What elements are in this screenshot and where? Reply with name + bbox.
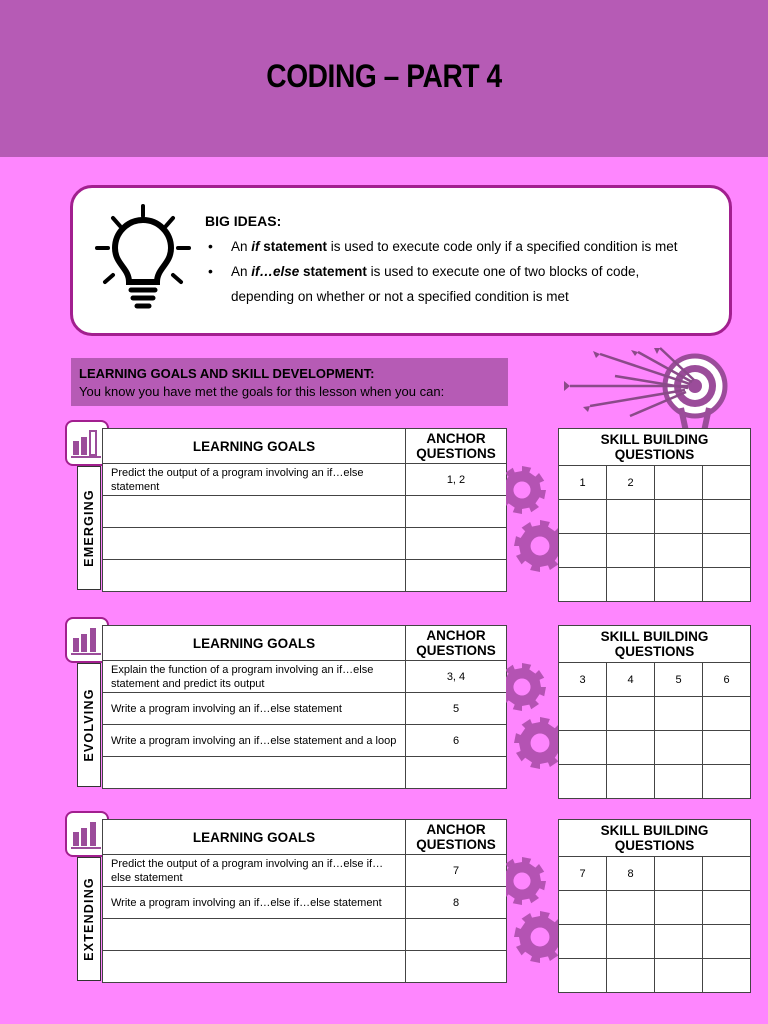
skill-cell [703,925,751,959]
level-section-extending [0,811,768,983]
goal-cell: Explain the function of a program involving an if…else statement and predict its output [103,661,406,693]
skill-cell [559,925,607,959]
big-idea-term: if…else [251,264,300,279]
skill-cell [607,500,655,534]
anchor-cell [406,528,507,560]
learning-goals-table [102,428,507,592]
level-label [77,857,101,981]
learning-goals-header: LEARNING GOALS [103,626,406,661]
table-row [559,765,751,799]
skill-cell [655,466,703,500]
learning-goals-table [102,819,507,983]
skill-cell: 1 [559,466,607,500]
table-row [103,464,507,496]
learning-goals-banner [71,358,508,406]
skill-cell [655,500,703,534]
anchor-cell [406,951,507,983]
skill-cell [607,925,655,959]
skill-cell [703,765,751,799]
anchor-cell: 5 [406,693,507,725]
skill-cell [655,857,703,891]
gears-icon [506,460,560,576]
skill-cell [607,568,655,602]
skill-cell: 4 [607,663,655,697]
skill-cell [607,697,655,731]
skill-cell [607,765,655,799]
skill-cell [703,959,751,993]
skill-building-header: SKILL BUILDING QUESTIONS [559,820,751,857]
table-row [559,891,751,925]
target-arrows-icon [560,346,730,430]
skill-cell [655,568,703,602]
skill-cell: 6 [703,663,751,697]
level-section-evolving [0,617,768,789]
learning-goals-header: LEARNING GOALS [103,429,406,464]
big-idea-term-rest: statement [259,239,328,254]
skill-cell [559,500,607,534]
goal-cell [103,496,406,528]
table-row [103,528,507,560]
table-row [559,534,751,568]
anchor-cell: 1, 2 [406,464,507,496]
page-title: CODING – PART 4 [266,58,502,94]
big-idea-item [205,234,678,259]
anchor-cell: 6 [406,725,507,757]
goal-cell [103,528,406,560]
big-ideas-title: BIG IDEAS: [205,213,282,229]
skill-cell: 3 [559,663,607,697]
anchor-cell [406,757,507,789]
banner-subtitle: You know you have met the goals for this lesson when you can: [79,384,445,399]
goal-cell: Write a program involving an if…else statement [103,693,406,725]
skill-cell [559,765,607,799]
big-idea-continuation: depending on whether or not a specified condition is met [231,289,569,304]
anchor-cell [406,496,507,528]
table-row [103,887,507,919]
skill-cell [607,731,655,765]
skill-cell [703,857,751,891]
big-idea-text: is used to execute one of two blocks of code, [366,264,640,279]
learning-goals-table [102,625,507,789]
goal-cell: Write a program involving an if…else statement and a loop [103,725,406,757]
level-section-emerging [0,420,768,592]
anchor-cell [406,560,507,592]
anchor-questions-header: ANCHOR QUESTIONS [406,429,507,464]
table-row [103,757,507,789]
skill-cell [559,959,607,993]
skill-building-header: SKILL BUILDING QUESTIONS [559,626,751,663]
skill-building-table [558,819,751,993]
learning-goals-header: LEARNING GOALS [103,820,406,855]
table-row [559,500,751,534]
skill-cell [607,891,655,925]
table-row [559,568,751,602]
skill-cell [607,959,655,993]
big-idea-text: is used to execute code only if a specified condition is met [327,239,678,254]
banner-title: LEARNING GOALS AND SKILL DEVELOPMENT: [79,366,375,381]
skill-cell [655,891,703,925]
skill-cell [703,534,751,568]
goal-cell: Predict the output of a program involving an if…else statement [103,464,406,496]
table-row [559,925,751,959]
level-label [77,663,101,787]
skill-cell [655,731,703,765]
skill-cell [559,568,607,602]
table-row [559,959,751,993]
skill-cell [607,534,655,568]
table-row [559,857,751,891]
skill-cell [559,534,607,568]
skill-cell [703,568,751,602]
skill-cell [655,534,703,568]
skill-cell [703,731,751,765]
level-text: EXTENDING [82,877,96,961]
skill-cell [655,765,703,799]
lightbulb-icon [91,202,195,314]
skill-cell [655,925,703,959]
goal-cell [103,951,406,983]
skill-cell [703,891,751,925]
table-row [559,731,751,765]
skill-building-header: SKILL BUILDING QUESTIONS [559,429,751,466]
goal-cell: Write a program involving an if…else if…else statement [103,887,406,919]
skill-cell: 5 [655,663,703,697]
skill-cell: 7 [559,857,607,891]
gears-icon [506,851,560,967]
table-row [103,919,507,951]
goal-cell: Predict the output of a program involving an if…else if…else statement [103,855,406,887]
skill-cell [703,697,751,731]
big-ideas-list [205,234,678,309]
big-idea-item [205,259,678,309]
level-text: EVOLVING [82,688,96,762]
anchor-cell: 3, 4 [406,661,507,693]
table-row [103,661,507,693]
skill-cell [703,466,751,500]
level-text: EMERGING [82,489,96,567]
skill-cell [559,731,607,765]
big-idea-text: An [231,239,252,254]
skill-cell [655,697,703,731]
skill-cell [559,697,607,731]
gears-icon [506,657,560,773]
skill-cell [703,500,751,534]
table-row [559,663,751,697]
table-row [103,951,507,983]
anchor-questions-header: ANCHOR QUESTIONS [406,626,507,661]
anchor-questions-header: ANCHOR QUESTIONS [406,820,507,855]
skill-cell: 8 [607,857,655,891]
skill-building-table [558,428,751,602]
table-row [103,725,507,757]
anchor-cell [406,919,507,951]
anchor-cell: 8 [406,887,507,919]
skill-cell [559,891,607,925]
goal-cell [103,757,406,789]
anchor-cell: 7 [406,855,507,887]
table-row [103,560,507,592]
big-ideas-box [70,185,732,336]
table-row [559,697,751,731]
table-row [559,466,751,500]
page-header [0,0,768,157]
skill-cell: 2 [607,466,655,500]
big-idea-term: if [251,239,260,254]
table-row [103,496,507,528]
goal-cell [103,560,406,592]
skill-building-table [558,625,751,799]
level-label [77,466,101,590]
big-idea-term-rest: statement [299,264,367,279]
goal-cell [103,919,406,951]
table-row [103,693,507,725]
big-idea-text: An [231,264,252,279]
table-row [103,855,507,887]
skill-cell [655,959,703,993]
